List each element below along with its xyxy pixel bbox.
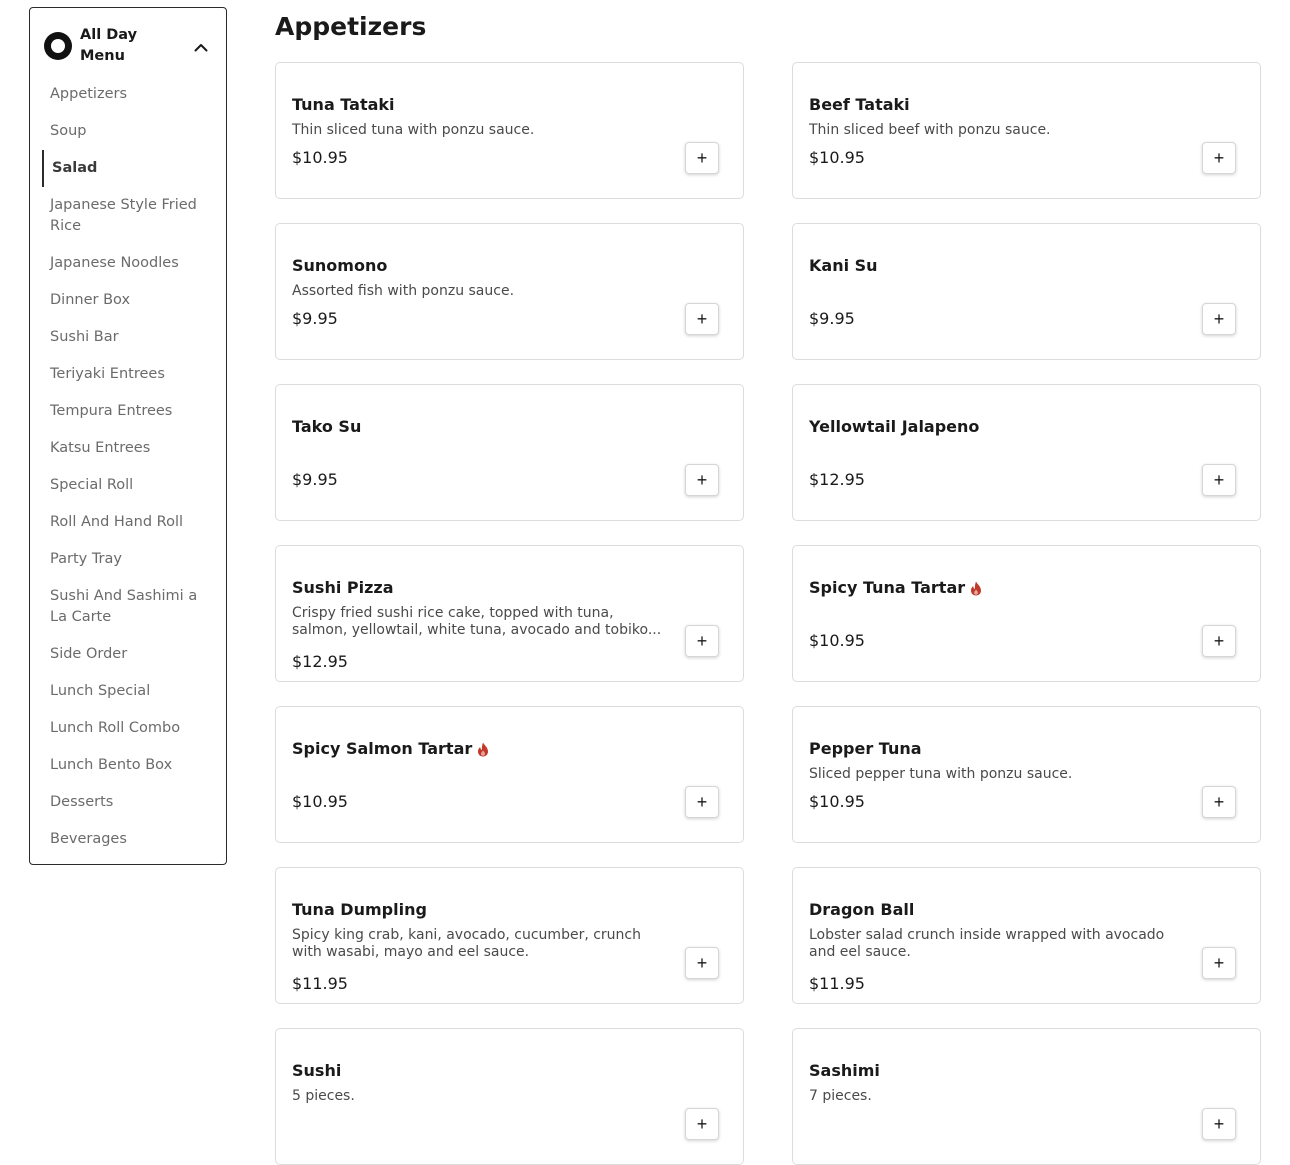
menu-item-card[interactable] (275, 384, 744, 521)
item-name-text: Sushi (292, 1061, 342, 1080)
add-item-button[interactable]: + (685, 303, 719, 335)
item-name (809, 417, 979, 437)
item-price: $10.95 (809, 792, 865, 811)
menu-item-card[interactable] (792, 545, 1261, 682)
sidebar-item-label: Roll And Hand Roll (50, 514, 184, 530)
item-price: $11.95 (809, 974, 865, 993)
sidebar-item-label: Lunch Special (50, 683, 151, 699)
sidebar-item-japanese-style-fried-rice[interactable] (30, 195, 226, 237)
item-price: $9.95 (292, 470, 338, 489)
item-name-text: Sushi Pizza (292, 578, 394, 597)
item-name (292, 256, 387, 276)
item-name-text: Sashimi (809, 1061, 880, 1080)
item-description: 7 pieces. (809, 1088, 872, 1104)
sidebar-item-label: Sushi Bar (50, 329, 119, 345)
item-price: $10.95 (292, 148, 348, 167)
item-name-text: Pepper Tuna (809, 739, 922, 758)
add-item-button[interactable]: + (685, 947, 719, 979)
sidebar-item-label: Appetizers (50, 86, 128, 102)
sidebar-item-teriyaki-entrees[interactable] (30, 364, 226, 385)
item-price: $9.95 (292, 309, 338, 328)
sidebar-item-label: Sushi And Sashimi a La Carte (50, 588, 198, 625)
item-name (292, 900, 427, 920)
sidebar-item-label: Salad (52, 160, 98, 176)
sidebar-item-lunch-bento-box[interactable] (30, 755, 226, 776)
item-name (809, 578, 982, 598)
sidebar-item-katsu-entrees[interactable] (30, 438, 226, 459)
add-item-button[interactable]: + (1202, 464, 1236, 496)
spicy-flame-icon (970, 581, 982, 596)
sidebar-item-label: Lunch Roll Combo (50, 720, 181, 736)
item-price: $9.95 (809, 309, 855, 328)
sidebar-item-dinner-box[interactable] (30, 290, 226, 311)
menu-item-card[interactable] (792, 223, 1261, 360)
sidebar-item-roll-and-hand-roll[interactable] (30, 512, 226, 533)
menu-item-card[interactable] (792, 1028, 1261, 1165)
item-description: Crispy fried sushi rice cake, topped with tuna, salmon, yellowtail, white tuna, avocado and tobiko... (292, 605, 662, 638)
add-item-button[interactable]: + (1202, 947, 1236, 979)
menu-item-card[interactable] (275, 223, 744, 360)
item-description: Thin sliced tuna with ponzu sauce. (292, 122, 535, 138)
sidebar-item-salad[interactable] (30, 158, 226, 179)
sidebar-item-appetizers[interactable] (30, 84, 226, 105)
item-name (809, 1061, 880, 1081)
sidebar-item-tempura-entrees[interactable] (30, 401, 226, 422)
item-name (809, 256, 878, 276)
item-name-text: Kani Su (809, 256, 878, 275)
sidebar-item-label: Side Order (50, 646, 128, 662)
menu-item-card[interactable] (275, 1028, 744, 1165)
sidebar-item-label: Special Roll (50, 477, 134, 493)
sidebar-item-beverages[interactable] (30, 829, 226, 850)
sidebar-item-label: Japanese Noodles (50, 255, 179, 271)
add-item-button[interactable]: + (1202, 303, 1236, 335)
menu-header[interactable] (44, 25, 214, 67)
item-name-text: Sunomono (292, 256, 388, 275)
item-name-text: Tako Su (292, 417, 362, 436)
sidebar-item-side-order[interactable] (30, 644, 226, 665)
item-price: $10.95 (809, 148, 865, 167)
item-price: $10.95 (809, 631, 865, 650)
add-item-button[interactable]: + (685, 464, 719, 496)
item-name (809, 900, 914, 920)
menu-item-card[interactable] (792, 62, 1261, 199)
sidebar-item-sushi-bar[interactable] (30, 327, 226, 348)
add-item-button[interactable]: + (1202, 1108, 1236, 1140)
item-description: Thin sliced beef with ponzu sauce. (809, 122, 1051, 138)
sidebar-item-japanese-noodles[interactable] (30, 253, 226, 274)
sidebar-item-label: Soup (50, 123, 87, 139)
item-price: $11.95 (292, 974, 348, 993)
item-name-text: Dragon Ball (809, 900, 915, 919)
chevron-up-icon[interactable] (190, 36, 212, 58)
item-name (809, 95, 910, 115)
item-name-text: Tuna Dumpling (292, 900, 427, 919)
item-name (292, 1061, 341, 1081)
item-name-text: Tuna Tataki (292, 95, 395, 114)
item-price: $10.95 (292, 792, 348, 811)
sidebar-item-label: Teriyaki Entrees (50, 366, 165, 382)
add-item-button[interactable]: + (1202, 786, 1236, 818)
sidebar-item-label: Dinner Box (50, 292, 131, 308)
sidebar-item-label: Desserts (50, 794, 114, 810)
item-name-text: Spicy Salmon Tartar (292, 739, 473, 758)
item-name-text: Yellowtail Jalapeno (809, 417, 980, 436)
add-item-button[interactable]: + (685, 1108, 719, 1140)
add-item-button[interactable]: + (1202, 625, 1236, 657)
add-item-button[interactable]: + (685, 786, 719, 818)
sidebar-item-label: Beverages (50, 831, 127, 847)
sidebar-item-special-roll[interactable] (30, 475, 226, 496)
sidebar-item-label: Japanese Style Fried Rice (50, 197, 197, 234)
item-description: 5 pieces. (292, 1088, 355, 1104)
section-title: Appetizers (275, 12, 427, 41)
item-name (292, 417, 361, 437)
menu-item-card[interactable] (275, 867, 744, 1004)
item-name-text: Spicy Tuna Tartar (809, 578, 966, 597)
item-price: $12.95 (809, 470, 865, 489)
sidebar-item-sushi-and-sashimi-a-la-carte[interactable] (30, 586, 226, 628)
spicy-flame-icon (477, 742, 489, 757)
item-description: Assorted fish with ponzu sauce. (292, 283, 515, 299)
sidebar-item-label: Tempura Entrees (50, 403, 173, 419)
menu-item-card[interactable] (792, 706, 1261, 843)
sidebar-item-party-tray[interactable] (30, 549, 226, 570)
item-name (292, 95, 395, 115)
item-description: Spicy king crab, kani, avocado, cucumber, crunch with wasabi, mayo and eel sauce. (292, 927, 641, 960)
sidebar-item-label: Party Tray (50, 551, 122, 567)
menu-item-card[interactable] (275, 706, 744, 843)
sidebar-item-lunch-special[interactable] (30, 681, 226, 702)
item-description: Sliced pepper tuna with ponzu sauce. (809, 766, 1073, 782)
item-name-text: Beef Tataki (809, 95, 910, 114)
item-name (292, 578, 394, 598)
add-item-button[interactable]: + (1202, 142, 1236, 174)
add-item-button[interactable]: + (685, 625, 719, 657)
add-item-button[interactable]: + (685, 142, 719, 174)
sidebar-item-lunch-roll-combo[interactable] (30, 718, 226, 739)
item-name (809, 739, 922, 759)
sidebar-item-soup[interactable] (30, 121, 226, 142)
restaurant-logo-icon (44, 32, 72, 60)
item-price: $12.95 (292, 652, 348, 671)
item-description: Lobster salad crunch inside wrapped with avocado and eel sauce. (809, 927, 1165, 960)
menu-name: All Day Menu (80, 27, 138, 64)
menu-item-card[interactable] (792, 384, 1261, 521)
sidebar-item-desserts[interactable] (30, 792, 226, 813)
category-sidebar (29, 7, 227, 865)
menu-item-card[interactable] (275, 62, 744, 199)
menu-item-card[interactable] (275, 545, 744, 682)
sidebar-item-label: Lunch Bento Box (50, 757, 173, 773)
item-name (292, 739, 489, 759)
menu-item-card[interactable] (792, 867, 1261, 1004)
sidebar-item-label: Katsu Entrees (50, 440, 151, 456)
